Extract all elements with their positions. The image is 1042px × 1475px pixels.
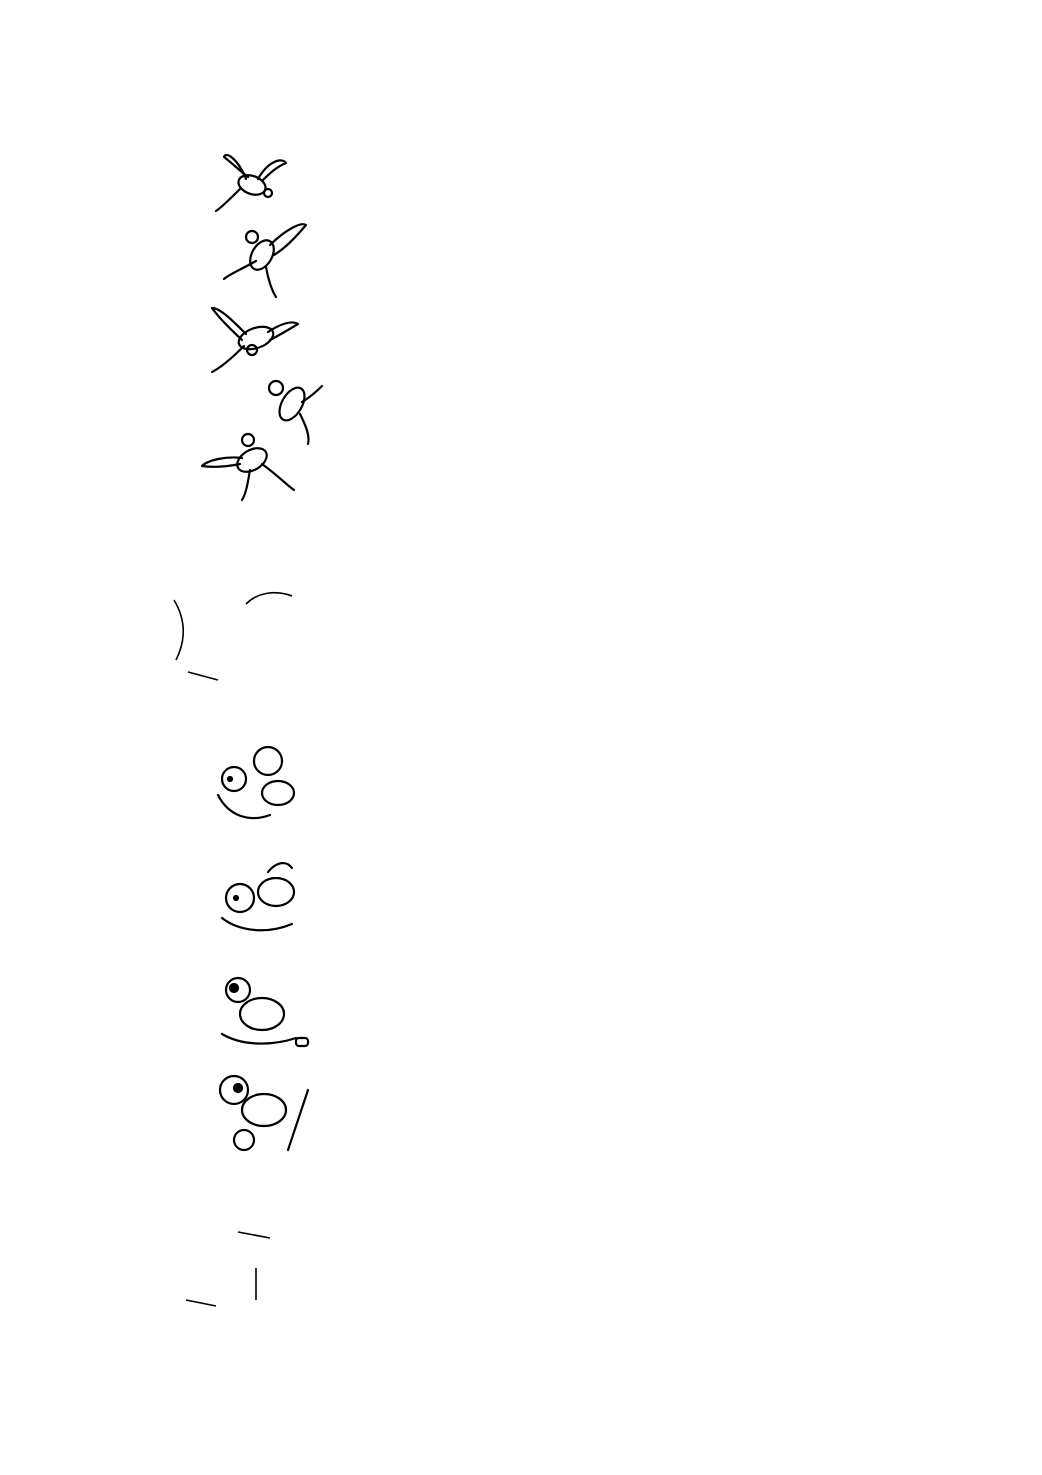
bird-5 — [202, 434, 294, 500]
section-birds — [174, 155, 322, 680]
arrow-icon — [174, 593, 292, 680]
birds-icon — [202, 155, 322, 500]
bird-4 — [269, 381, 322, 444]
puppy-3 — [222, 978, 308, 1046]
arrow-icon — [186, 1232, 270, 1306]
puppy-2 — [222, 863, 294, 930]
section-puppies — [186, 747, 308, 1306]
bird-1 — [216, 155, 286, 211]
puppy-1 — [218, 747, 294, 818]
bird-3 — [212, 308, 298, 372]
bird-2 — [224, 224, 306, 297]
puppy-4 — [220, 1076, 308, 1150]
puppies-icon — [218, 747, 308, 1150]
